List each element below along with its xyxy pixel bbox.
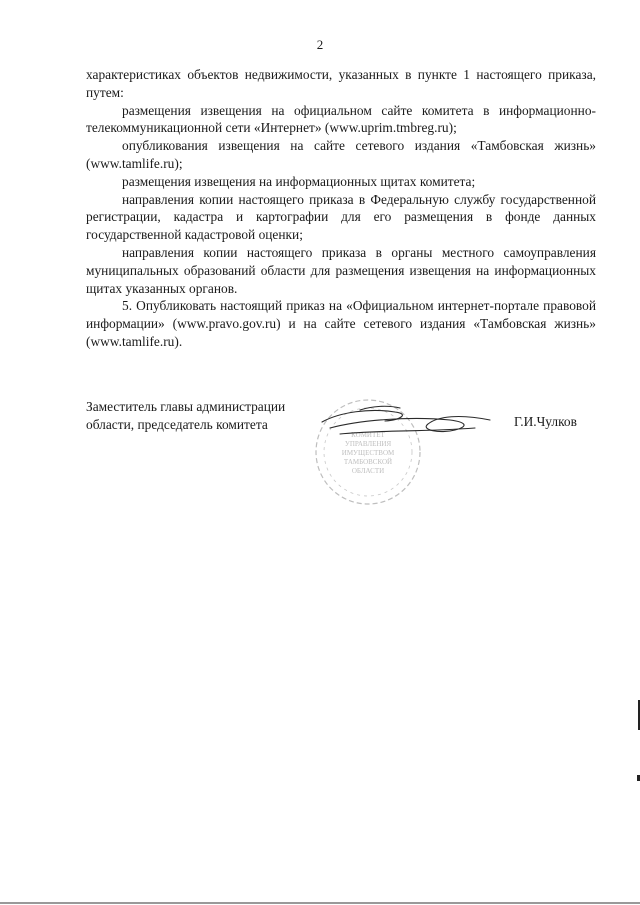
paragraph: направления копии настоящего приказа в органы местного самоуправления муниципальных образований области для размещения извещения на информационных щитах указанных органов. (86, 244, 596, 296)
official-seal (316, 400, 420, 504)
scan-edge-right (636, 0, 640, 905)
paragraph: 5. Опубликовать настоящий приказ на «Официальном интернет-портале правовой информации» (www.pravo.gov.ru) и на сайте сетевого издания «Тамбовская жизнь» (www.tamlife.ru). (86, 298, 596, 349)
scan-edge-bottom (0, 899, 640, 905)
seal-text: ТАМБОВСКОЙ (343, 458, 393, 466)
signatory-title-line: Заместитель главы администрации (86, 399, 286, 414)
document-body (86, 66, 596, 351)
page-number: 2 (316, 37, 324, 52)
seal-text: УПРАВЛЕНИЯ (344, 440, 392, 448)
paragraph: направления копии настоящего приказа в Федеральную службу государственной регистрации, кадастра и картографии для его размещения в фонде данных государственной кадастровой оценки; (86, 191, 596, 243)
official-stamp-and-signature (300, 390, 525, 515)
paragraph: размещения извещения на информационных щитах комитета; (122, 173, 476, 189)
paragraph: характеристиках объектов недвижимости, указанных в пункте 1 настоящего приказа, путем: (86, 67, 596, 100)
signatory-title (86, 398, 326, 433)
seal-text: КОМИТЕТ (351, 431, 385, 439)
seal-text: ИМУЩЕСТВОМ (341, 449, 395, 457)
signatory-title-line: области, председатель комитета (86, 416, 268, 432)
signatory-name: Г.И.Чулков (514, 414, 577, 429)
seal-text: ОБЛАСТИ (351, 467, 385, 475)
paragraph: опубликования извещения на сайте сетевого издания «Тамбовская жизнь» (www.tamlife.ru); (86, 138, 596, 171)
paragraph: размещения извещения на официальном сайте комитета в информационно-телекоммуникационной сети «Интернет» (www.uprim.tmbreg.ru); (86, 102, 596, 136)
